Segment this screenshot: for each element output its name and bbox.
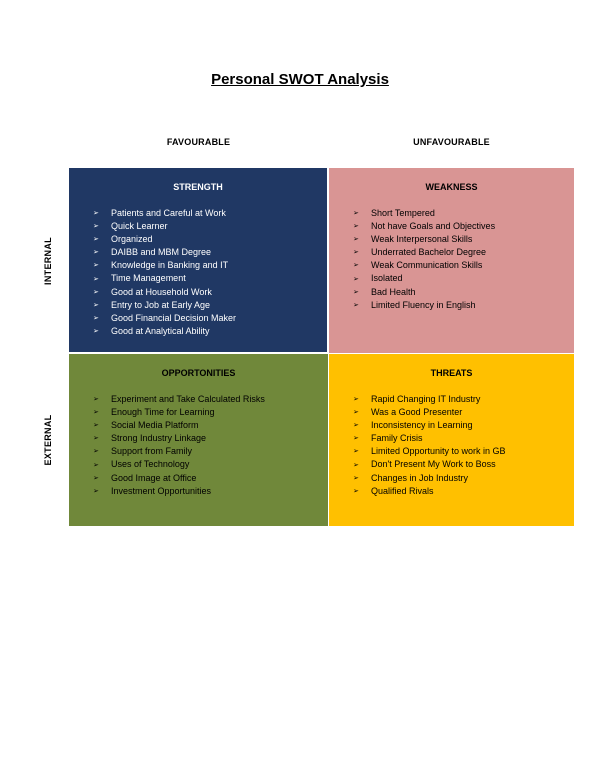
arrow-bullet-icon: ➢ [93,435,99,443]
arrow-bullet-icon: ➢ [93,396,99,404]
list-item-text: Entry to Job at Early Age [111,299,211,310]
arrow-bullet-icon: ➢ [93,474,99,482]
list-item [353,458,574,471]
arrow-bullet-icon: ➢ [93,461,99,469]
arrow-bullet-icon: ➢ [93,236,99,244]
list-item [353,286,574,299]
list-item-text: Changes in Job Industry [371,472,469,483]
list-item [353,299,574,312]
arrow-bullet-icon: ➢ [353,474,359,482]
list-item [93,259,327,272]
arrow-bullet-icon: ➢ [353,487,359,495]
arrow-bullet-icon: ➢ [93,314,99,322]
threats-title: THREATS [430,368,473,378]
arrow-bullet-icon: ➢ [353,461,359,469]
list-item [353,445,574,458]
arrow-bullet-icon: ➢ [93,275,99,283]
list-item [353,220,574,233]
list-item-text: Investment Opportunities [111,485,212,496]
weakness-quadrant [329,168,574,353]
list-item-text: Limited Fluency in English [371,299,476,310]
row-header-external: EXTERNAL [43,414,53,466]
arrow-bullet-icon: ➢ [93,223,99,231]
list-item-text: Good Image at Office [111,472,197,483]
weakness-list [329,207,574,312]
list-item [353,259,574,272]
arrow-bullet-icon: ➢ [353,448,359,456]
list-item [93,246,327,259]
list-item-text: Quick Learner [111,221,168,232]
list-item-text: Support from Family [111,446,193,457]
arrow-bullet-icon: ➢ [353,223,359,231]
arrow-bullet-icon: ➢ [353,409,359,417]
list-item [93,472,328,485]
arrow-bullet-icon: ➢ [93,210,99,218]
list-item-text: Strong Industry Linkage [111,433,207,444]
list-item [93,299,327,312]
list-item-text: Not have Goals and Objectives [371,221,496,232]
opportunities-title: OPPORTONITIES [161,368,236,378]
arrow-bullet-icon: ➢ [353,249,359,257]
list-item [353,207,574,220]
arrow-bullet-icon: ➢ [93,288,99,296]
opportunities-quadrant [69,354,328,526]
list-item-text: Uses of Technology [111,459,190,470]
arrow-bullet-icon: ➢ [353,288,359,296]
list-item [353,485,574,498]
list-item [93,419,328,432]
list-item [353,233,574,246]
arrow-bullet-icon: ➢ [93,422,99,430]
arrow-bullet-icon: ➢ [353,275,359,283]
arrow-bullet-icon: ➢ [93,409,99,417]
list-item [353,472,574,485]
list-item [353,272,574,285]
strength-quadrant [69,168,328,353]
list-item [353,393,574,406]
arrow-bullet-icon: ➢ [93,262,99,270]
column-header-unfavourable: UNFAVOURABLE [413,137,490,147]
arrow-bullet-icon: ➢ [353,301,359,309]
threats-list [329,393,574,498]
list-item-text: Rapid Changing IT Industry [371,394,481,404]
list-item-text: Experiment and Take Calculated Risks [111,394,265,404]
list-item [93,325,327,338]
list-item [93,207,327,220]
list-item [353,246,574,259]
arrow-bullet-icon: ➢ [93,487,99,495]
list-item-text: Family Crisis [371,433,423,444]
column-header-favourable: FAVOURABLE [166,137,231,147]
list-item [93,432,328,445]
arrow-bullet-icon: ➢ [93,301,99,309]
list-item-text: Patients and Careful at Work [111,208,226,218]
opportunities-list [69,393,328,498]
list-item [93,393,328,406]
page-title: Personal SWOT Analysis [211,71,389,88]
arrow-bullet-icon: ➢ [353,262,359,270]
list-item-text: Qualified Rivals [371,485,434,496]
strength-title: STRENGTH [173,182,223,192]
arrow-bullet-icon: ➢ [353,435,359,443]
row-header-internal: INTERNAL [43,237,53,285]
arrow-bullet-icon: ➢ [353,422,359,430]
arrow-bullet-icon: ➢ [353,210,359,218]
list-item-text: DAIBB and MBM Degree [111,247,212,258]
list-item-text: Weak Communication Skills [371,260,483,271]
list-item-text: Short Tempered [371,208,435,218]
list-item-text: Weak Interpersonal Skills [371,234,473,245]
list-item [93,406,328,419]
strength-list [69,207,327,338]
list-item-text: Isolated [371,273,403,284]
list-item [93,458,328,471]
list-item-text: Social Media Platform [111,420,199,431]
list-item-text: Don't Present My Work to Boss [371,459,496,470]
list-item [93,485,328,498]
list-item-text: Time Management [111,273,186,284]
threats-quadrant [329,354,574,526]
list-item-text: Bad Health [371,286,416,297]
list-item [93,272,327,285]
list-item [93,312,327,325]
arrow-bullet-icon: ➢ [93,249,99,257]
list-item [353,432,574,445]
arrow-bullet-icon: ➢ [93,327,99,335]
list-item [93,445,328,458]
list-item-text: Good at Household Work [111,286,212,297]
list-item-text: Limited Opportunity to work in GB [371,446,506,457]
arrow-bullet-icon: ➢ [353,396,359,404]
list-item-text: Organized [111,234,153,245]
list-item [353,406,574,419]
list-item-text: Enough Time for Learning [111,407,215,418]
list-item-text: Underrated Bachelor Degree [371,247,487,258]
list-item-text: Inconsistency in Learning [371,420,473,431]
list-item [93,220,327,233]
list-item-text: Was a Good Presenter [371,407,463,418]
list-item-text: Good at Analytical Ability [111,325,210,336]
list-item-text: Good Financial Decision Maker [111,312,237,323]
list-item [353,419,574,432]
list-item-text: Knowledge in Banking and IT [111,260,229,271]
list-item [93,233,327,246]
list-item [93,286,327,299]
weakness-title: WEAKNESS [425,182,478,192]
arrow-bullet-icon: ➢ [353,236,359,244]
arrow-bullet-icon: ➢ [93,448,99,456]
